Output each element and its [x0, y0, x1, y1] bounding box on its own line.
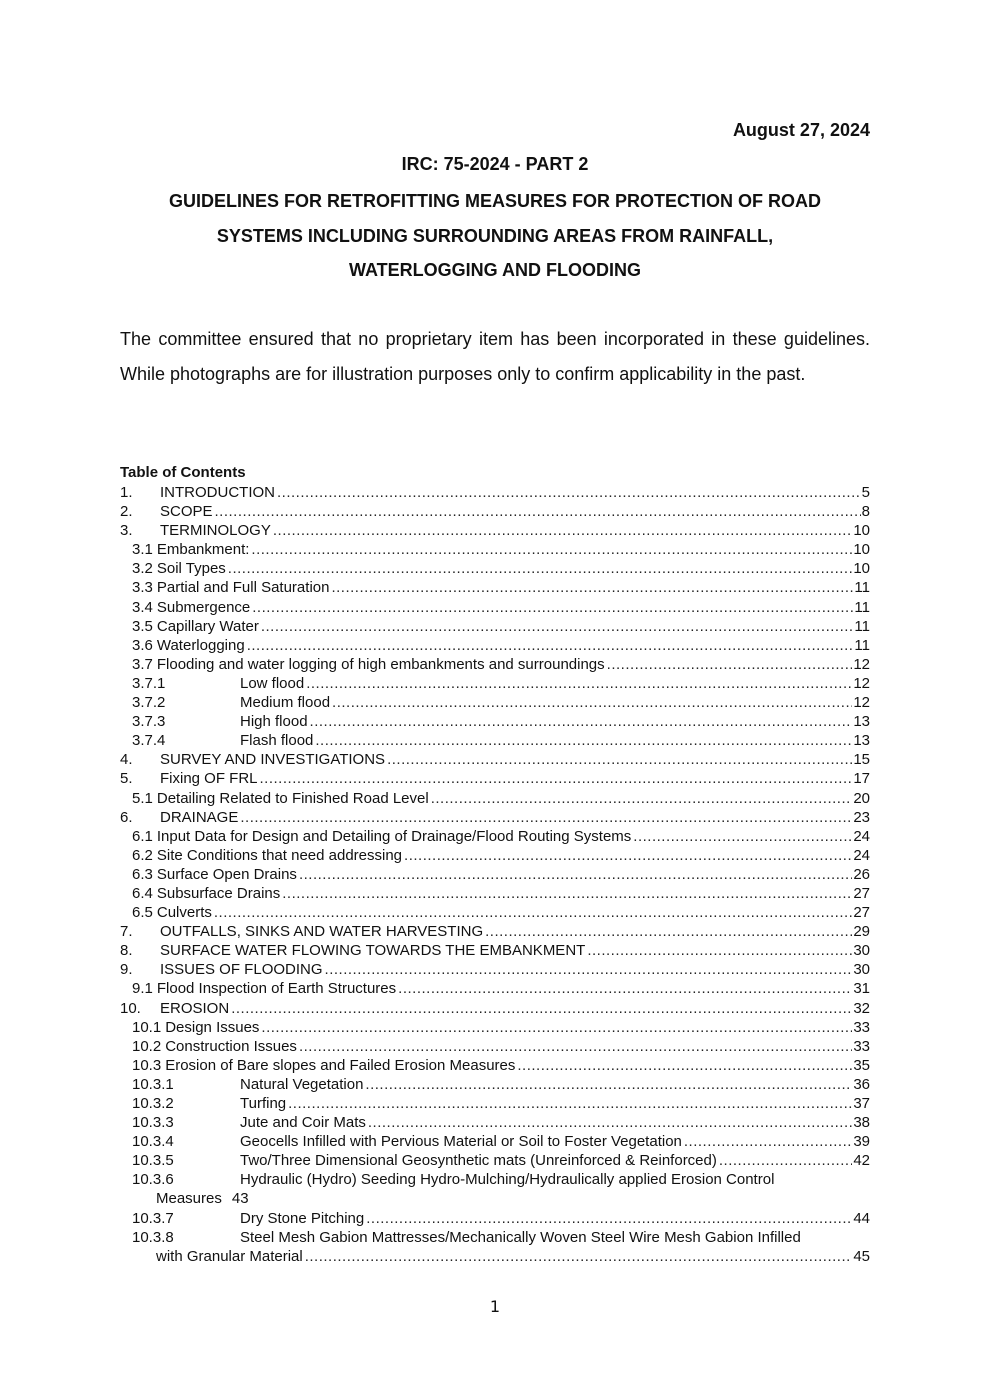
toc-entry-page[interactable]: 37: [853, 1095, 870, 1112]
toc-entry-page[interactable]: 29: [853, 923, 870, 941]
toc-entry-page[interactable]: 42: [853, 1152, 870, 1170]
title-line: WATERLOGGING AND FLOODING: [349, 260, 641, 280]
toc-entry[interactable]: [120, 884, 870, 903]
toc-entry[interactable]: [120, 979, 870, 998]
toc-entry-number: 6.3: [132, 865, 153, 883]
toc-entry-page[interactable]: 11: [854, 636, 870, 654]
page-number: 1: [489, 1297, 501, 1316]
toc-dot-leader: [366, 1209, 852, 1228]
toc-entry-label[interactable]: Construction Issues: [165, 1037, 297, 1055]
toc-entry-page[interactable]: 38: [853, 1114, 870, 1132]
toc-entry-number: 10.3: [132, 1056, 162, 1074]
toc-entry-page[interactable]: 35: [853, 1056, 870, 1074]
toc-entry-label[interactable]: Steel Mesh Gabion Mattresses/Mechanically Woven Steel Wire Mesh Gabion Infilled: [240, 1228, 801, 1246]
document-title: [120, 184, 870, 288]
toc-entry[interactable]: [120, 1018, 870, 1037]
toc-dot-leader: [215, 502, 861, 521]
toc-dot-leader: [325, 960, 853, 979]
toc-entry-page[interactable]: 32: [853, 999, 870, 1017]
toc-entry-page[interactable]: 12: [853, 694, 870, 712]
toc-entry-page[interactable]: 33: [853, 1018, 870, 1036]
toc-entry-number: 10.3.2: [132, 1095, 174, 1112]
toc-entry-label-continued[interactable]: with Granular Material: [156, 1247, 303, 1265]
toc-entry-number: 3.5: [132, 617, 153, 635]
toc-entry-page[interactable]: 5: [861, 484, 870, 501]
toc-entry-number: 6.: [120, 808, 133, 826]
toc-dot-leader: [228, 559, 853, 578]
toc-entry-page[interactable]: 24: [853, 827, 870, 845]
toc-entry-page[interactable]: 30: [853, 961, 870, 979]
toc-entry[interactable]: [120, 1094, 870, 1113]
toc-entry[interactable]: [120, 1037, 870, 1056]
toc-dot-leader: [719, 1151, 852, 1170]
toc-entry-label[interactable]: Dry Stone Pitching: [240, 1209, 365, 1227]
toc-entry[interactable]: [120, 750, 870, 769]
toc-entry-label[interactable]: Partial and Full Saturation: [156, 579, 330, 597]
toc-entry-number: 3.3: [132, 579, 153, 597]
toc-entry-number: 10.1: [132, 1018, 162, 1036]
toc-entry-label[interactable]: Site Conditions that need addressing: [156, 846, 403, 864]
toc-entry-label[interactable]: ISSUES OF FLOODING: [160, 961, 323, 979]
toc-entry-page[interactable]: 11: [854, 617, 870, 635]
toc-entry-label[interactable]: INTRODUCTION: [160, 484, 275, 501]
toc-dot-leader: [261, 617, 854, 636]
toc-entry-label[interactable]: Flash flood: [240, 732, 314, 750]
toc-entry-label[interactable]: Fixing OF FRL: [160, 770, 258, 788]
toc-entry-label[interactable]: OUTFALLS, SINKS AND WATER HARVESTING: [160, 923, 484, 941]
table-of-contents: [120, 483, 870, 1266]
toc-dot-leader: [517, 1056, 852, 1075]
toc-entry-number: 10.2: [132, 1037, 162, 1055]
toc-entry-label[interactable]: Embankment:: [156, 541, 250, 559]
toc-entry-number: 6.4: [132, 884, 153, 902]
toc-entry[interactable]: [120, 846, 870, 865]
toc-entry-label[interactable]: Subsurface Drains: [156, 884, 281, 902]
toc-entry-label[interactable]: Natural Vegetation: [240, 1075, 364, 1093]
toc-entry-label[interactable]: Hydraulic (Hydro) Seeding Hydro-Mulching/Hydraulically applied Erosion Control: [240, 1171, 775, 1189]
toc-entry-number: 3.: [120, 522, 133, 540]
toc-dot-leader: [332, 693, 852, 712]
toc-entry[interactable]: [120, 1209, 870, 1228]
toc-entry-number: 8.: [120, 942, 133, 960]
toc-dot-leader: [247, 636, 854, 655]
toc-entry-label[interactable]: Input Data for Design and Detailing of Drainage/Flood Routing Systems: [156, 827, 632, 845]
toc-entry-label[interactable]: Flood Inspection of Earth Structures: [156, 980, 397, 998]
toc-heading: Table of Contents: [120, 464, 246, 481]
toc-entry-number: 3.6: [132, 636, 153, 654]
toc-dot-leader: [273, 521, 852, 540]
toc-entry-number: 10.3.7: [132, 1209, 174, 1227]
toc-entry-page[interactable]: 10: [853, 541, 870, 559]
toc-entry-number: 10.3.5: [132, 1152, 174, 1170]
title-line: GUIDELINES FOR RETROFITTING MEASURES FOR PROTECTION OF ROAD: [168, 191, 821, 211]
toc-entry-page[interactable]: 12: [853, 655, 870, 673]
toc-entry-page[interactable]: 45: [853, 1247, 870, 1265]
toc-dot-leader: [431, 789, 853, 808]
toc-entry[interactable]: [120, 1113, 870, 1132]
toc-entry-number: 2.: [120, 503, 133, 521]
toc-entry-number: 9.1: [132, 980, 153, 998]
toc-entry-label[interactable]: Jute and Coir Mats: [240, 1114, 366, 1132]
toc-entry-page[interactable]: 11: [854, 579, 870, 597]
toc-entry-page[interactable]: 20: [853, 789, 870, 807]
toc-entry-number: 3.2: [132, 560, 153, 578]
toc-entry-page[interactable]: 13: [853, 732, 870, 750]
toc-entry-label[interactable]: Design Issues: [165, 1018, 260, 1036]
toc-entry[interactable]: [120, 540, 870, 559]
toc-entry-label[interactable]: Erosion of Bare slopes and Failed Erosion Measures: [165, 1056, 516, 1074]
toc-entry[interactable]: [120, 865, 870, 884]
toc-dot-leader: [485, 922, 852, 941]
toc-entry[interactable]: [120, 712, 870, 731]
toc-entry-number: 10.3.6: [132, 1171, 174, 1189]
toc-entry-number: 9.: [120, 961, 133, 979]
toc-dot-leader: [288, 1094, 852, 1113]
toc-dot-leader: [331, 578, 853, 597]
toc-dot-leader: [306, 674, 852, 693]
toc-dot-leader: [282, 884, 852, 903]
toc-entry[interactable]: [120, 502, 870, 521]
toc-dot-leader: [261, 1018, 852, 1037]
toc-dot-leader: [277, 483, 861, 502]
toc-entry-page[interactable]: 33: [853, 1037, 870, 1055]
toc-entry-number: 1.: [120, 484, 133, 501]
toc-entry-number: 5.1: [132, 789, 153, 807]
toc-entry-number: 5.: [120, 770, 133, 788]
toc-entry-page[interactable]: 39: [853, 1133, 870, 1151]
toc-entry-label[interactable]: Submergence: [156, 598, 251, 616]
toc-entry[interactable]: [120, 617, 870, 636]
toc-dot-leader: [305, 1247, 853, 1266]
toc-entry-number: 10.3.3: [132, 1114, 174, 1132]
toc-entry[interactable]: [120, 1132, 870, 1151]
toc-entry-number: 3.7.2: [132, 694, 166, 712]
toc-entry-page[interactable]: 27: [853, 884, 870, 902]
toc-entry-label[interactable]: Geocells Infilled with Pervious Material or Soil to Foster Vegetation: [240, 1133, 682, 1151]
toc-entry[interactable]: [120, 693, 870, 712]
toc-dot-leader: [240, 808, 852, 827]
toc-entry-number: 3.7.3: [132, 713, 166, 731]
toc-dot-leader: [684, 1132, 852, 1151]
toc-entry-number: 3.7.1: [132, 674, 166, 692]
toc-entry-number: 10.3.8: [132, 1228, 174, 1246]
toc-entry-label[interactable]: Capillary Water: [156, 617, 259, 635]
toc-entry-page[interactable]: 10: [853, 522, 870, 540]
toc-dot-leader: [310, 712, 853, 731]
toc-dot-leader: [260, 769, 853, 788]
toc-entry[interactable]: [120, 636, 870, 655]
toc-entry[interactable]: [120, 655, 870, 674]
toc-entry[interactable]: [120, 598, 870, 617]
toc-entry-page[interactable]: 30: [853, 942, 870, 960]
toc-entry-number: 10.: [120, 999, 141, 1017]
toc-dot-leader: [365, 1075, 852, 1094]
toc-entry-label[interactable]: Turfing: [240, 1095, 287, 1112]
toc-entry-page[interactable]: 31: [853, 980, 870, 998]
toc-entry-number: 3.7.4: [132, 732, 166, 750]
toc-entry-label[interactable]: Waterlogging: [156, 636, 245, 654]
toc-entry-number: 10.3.1: [132, 1075, 174, 1093]
toc-entry-page[interactable]: 10: [853, 560, 870, 578]
toc-dot-leader: [315, 731, 852, 750]
document-code: IRC: 75-2024 - PART 2: [401, 154, 589, 174]
toc-entry[interactable]: [120, 999, 870, 1018]
toc-entry-page[interactable]: 12: [853, 674, 870, 692]
toc-entry-label[interactable]: Low flood: [240, 674, 305, 692]
toc-entry-number: 7.: [120, 923, 133, 941]
toc-entry[interactable]: [120, 1075, 870, 1094]
toc-entry[interactable]: [120, 521, 870, 540]
intro-paragraph: The committee ensured that no proprietary item has been incorporated in these guidelines. While photographs are for illustration purposes only to confirm applicability in the past.: [120, 329, 870, 384]
toc-entry[interactable]: [120, 1228, 870, 1266]
toc-dot-leader: [633, 827, 852, 846]
toc-entry-label[interactable]: Flooding and water logging of high embankments and surroundings: [156, 655, 605, 673]
toc-dot-leader: [252, 598, 853, 617]
toc-dot-leader: [398, 979, 852, 998]
toc-entry[interactable]: [120, 941, 870, 960]
toc-entry[interactable]: [120, 578, 870, 597]
toc-entry-label[interactable]: Two/Three Dimensional Geosynthetic mats (Unreinforced & Reinforced): [240, 1152, 717, 1170]
toc-entry-page[interactable]: 43: [231, 1190, 249, 1208]
toc-entry-label[interactable]: TERMINOLOGY: [160, 522, 271, 540]
toc-entry-label-continued[interactable]: Measures: [156, 1190, 222, 1208]
toc-entry-number: 4.: [120, 751, 133, 769]
toc-entry-label[interactable]: Medium flood: [240, 694, 331, 712]
toc-entry-page[interactable]: 26: [853, 865, 870, 883]
toc-dot-leader: [387, 750, 852, 769]
toc-entry-page[interactable]: 27: [853, 904, 870, 922]
toc-entry-page[interactable]: 8: [861, 503, 870, 521]
toc-entry-number: 6.5: [132, 904, 153, 922]
toc-entry-number: 6.1: [132, 827, 153, 845]
toc-entry[interactable]: [120, 674, 870, 693]
toc-dot-leader: [404, 846, 852, 865]
toc-dot-leader: [607, 655, 853, 674]
toc-entry-page[interactable]: 23: [853, 808, 870, 826]
toc-entry-label[interactable]: SCOPE: [160, 503, 213, 521]
toc-entry[interactable]: [120, 559, 870, 578]
toc-dot-leader: [587, 941, 852, 960]
toc-entry-page[interactable]: 17: [853, 770, 870, 788]
toc-dot-leader: [231, 999, 852, 1018]
toc-entry[interactable]: [120, 960, 870, 979]
toc-entry-label[interactable]: Culverts: [156, 904, 212, 922]
toc-entry-page[interactable]: 44: [853, 1209, 870, 1227]
toc-entry[interactable]: [120, 1151, 870, 1170]
toc-entry-label[interactable]: SURVEY AND INVESTIGATIONS: [160, 751, 386, 769]
title-line: SYSTEMS INCLUDING SURROUNDING AREAS FROM RAINFALL,: [216, 225, 774, 246]
toc-entry-label[interactable]: High flood: [240, 713, 308, 731]
toc-dot-leader: [299, 865, 852, 884]
toc-entry-label[interactable]: Detailing Related to Finished Road Level: [156, 789, 429, 807]
toc-entry[interactable]: [120, 922, 870, 941]
toc-entry-label[interactable]: Soil Types: [156, 560, 226, 578]
toc-dot-leader: [251, 540, 852, 559]
toc-entry[interactable]: [120, 827, 870, 846]
toc-entry-label[interactable]: SURFACE WATER FLOWING TOWARDS THE EMBANKMENT: [160, 942, 586, 960]
toc-entry[interactable]: [120, 1056, 870, 1075]
toc-entry-number: 3.1: [132, 541, 153, 559]
toc-entry-number: 3.4: [132, 598, 153, 616]
toc-entry[interactable]: [120, 903, 870, 922]
toc-entry-page[interactable]: 11: [854, 598, 870, 616]
toc-entry[interactable]: [120, 731, 870, 750]
toc-entry[interactable]: [120, 769, 870, 788]
document-date: August 27, 2024: [732, 120, 870, 140]
toc-entry-label[interactable]: Surface Open Drains: [156, 865, 297, 883]
toc-entry-label[interactable]: DRAINAGE: [160, 808, 239, 826]
toc-entry-label[interactable]: EROSION: [160, 999, 230, 1017]
toc-entry[interactable]: [120, 808, 870, 827]
toc-dot-leader: [299, 1037, 852, 1056]
toc-entry-number: 6.2: [132, 846, 153, 864]
toc-entry-page[interactable]: 36: [853, 1075, 870, 1093]
toc-entry[interactable]: [120, 483, 870, 502]
toc-entry-page[interactable]: 15: [853, 751, 870, 769]
toc-dot-leader: [214, 903, 852, 922]
toc-entry-page[interactable]: 24: [853, 846, 870, 864]
toc-entry[interactable]: [120, 1170, 870, 1208]
toc-entry-page[interactable]: 13: [853, 713, 870, 731]
toc-dot-leader: [368, 1113, 852, 1132]
toc-entry-number: 3.7: [132, 655, 153, 673]
toc-entry[interactable]: [120, 789, 870, 808]
toc-entry-number: 10.3.4: [132, 1133, 174, 1151]
